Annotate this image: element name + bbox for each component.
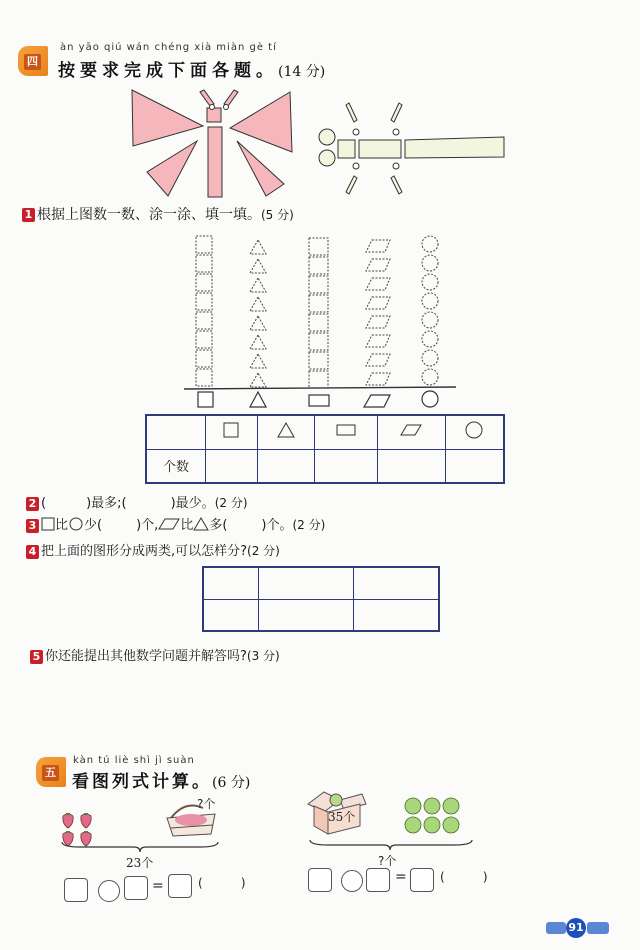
triangle-column[interactable] bbox=[250, 240, 266, 387]
total-label-2: ?个 bbox=[378, 854, 397, 868]
square-icon bbox=[41, 517, 55, 531]
count-cell-parallelogram[interactable] bbox=[377, 449, 445, 483]
eq2-operator[interactable] bbox=[341, 870, 363, 892]
row-label-count: 个数 bbox=[146, 449, 206, 483]
circle-label-icon bbox=[422, 391, 438, 407]
square-icon bbox=[222, 421, 240, 439]
baseline bbox=[184, 387, 456, 389]
square-column[interactable] bbox=[196, 236, 212, 386]
section-4-pinyin: àn yāo qiú wán chéng xià miàn gè tí bbox=[60, 42, 277, 53]
section-5-badge bbox=[36, 757, 66, 787]
parallelogram-column[interactable] bbox=[366, 240, 390, 385]
section-4-number: 四 bbox=[24, 54, 41, 70]
page-decoration-left bbox=[546, 922, 566, 934]
classify-cell[interactable] bbox=[203, 599, 259, 631]
circle-icon bbox=[464, 420, 484, 440]
section-5-score: (6 分) bbox=[212, 775, 251, 791]
eq2-unit-paren[interactable]: ( ) bbox=[440, 870, 488, 884]
circle-icon bbox=[68, 517, 84, 531]
section-5-number: 五 bbox=[42, 765, 59, 781]
classify-cell[interactable] bbox=[259, 599, 354, 631]
classify-cell[interactable] bbox=[354, 567, 440, 599]
question-4-number: 4 bbox=[26, 545, 39, 559]
q3-unit-2: )个。 bbox=[261, 518, 293, 533]
section-5-pinyin: kàn tú liè shì jì suàn bbox=[73, 755, 195, 766]
header-parallelogram bbox=[377, 415, 445, 449]
section-4-title bbox=[58, 56, 325, 81]
header-rectangle bbox=[315, 415, 378, 449]
question-2-number: 2 bbox=[26, 497, 39, 511]
triangle-label-icon bbox=[250, 392, 266, 407]
question-3-number: 3 bbox=[26, 519, 39, 533]
q3-compare-1: 比 bbox=[55, 518, 69, 533]
section-4-score: (14 分) bbox=[278, 64, 326, 80]
eq1-result[interactable] bbox=[168, 874, 192, 898]
eq1-unit-paren[interactable]: ( ) bbox=[198, 876, 246, 890]
header-square bbox=[206, 415, 258, 449]
dragonfly-figure bbox=[316, 100, 508, 200]
eq1-operator[interactable] bbox=[98, 880, 120, 902]
table-corner-cell bbox=[146, 415, 206, 449]
eq2-result[interactable] bbox=[410, 868, 434, 892]
question-1-text: 根据上图数一数、涂一涂、填一填。 bbox=[37, 207, 261, 223]
header-circle bbox=[445, 415, 504, 449]
q3-more-text: 多( bbox=[209, 518, 228, 533]
question-5-answer-area[interactable] bbox=[30, 666, 590, 746]
question-4-score: (2 分) bbox=[247, 544, 280, 558]
total-label-1: 23个 bbox=[126, 856, 154, 870]
brace-1 bbox=[60, 840, 220, 854]
brace-2 bbox=[308, 838, 474, 852]
question-2 bbox=[26, 492, 248, 511]
rectangle-column[interactable] bbox=[309, 238, 328, 388]
question-4-text: 把上面的图形分成两类,可以怎样分? bbox=[41, 544, 248, 559]
question-3 bbox=[26, 514, 325, 533]
q3-unit-1: )个, bbox=[136, 518, 159, 533]
question-1 bbox=[22, 204, 294, 224]
parallelogram-icon bbox=[158, 517, 180, 531]
q2-least-text: )最少。 bbox=[170, 496, 215, 511]
square-label-icon bbox=[198, 392, 213, 407]
eq2-equals: = bbox=[395, 869, 407, 885]
circle-column[interactable] bbox=[422, 236, 438, 385]
eq1-operand-1[interactable] bbox=[64, 878, 88, 902]
eq2-operand-1[interactable] bbox=[308, 868, 332, 892]
rectangle-label-icon bbox=[309, 395, 329, 406]
question-3-score: (2 分) bbox=[292, 518, 326, 532]
count-table bbox=[145, 414, 505, 484]
parallelogram-icon bbox=[399, 423, 423, 437]
count-cell-triangle[interactable] bbox=[257, 449, 314, 483]
rectangle-icon bbox=[335, 423, 357, 437]
q2-open: ( bbox=[41, 496, 47, 511]
q2-most-text: )最多;( bbox=[86, 496, 127, 511]
question-5-score: (3 分) bbox=[246, 649, 280, 663]
classification-table bbox=[202, 566, 440, 632]
question-4 bbox=[26, 540, 280, 559]
shape-count-chart[interactable] bbox=[180, 230, 472, 412]
q3-compare-2: 比 bbox=[180, 518, 194, 533]
parallelogram-label-icon bbox=[364, 395, 390, 407]
classify-cell[interactable] bbox=[354, 599, 440, 631]
header-triangle bbox=[257, 415, 314, 449]
eq1-operand-2[interactable] bbox=[124, 876, 148, 900]
page-decoration-right bbox=[587, 922, 609, 934]
count-cell-square[interactable] bbox=[206, 449, 258, 483]
eq1-equals: = bbox=[152, 878, 164, 894]
section-5-title bbox=[72, 767, 250, 792]
classify-cell[interactable] bbox=[203, 567, 259, 599]
question-2-score: (2 分) bbox=[214, 496, 248, 510]
question-5 bbox=[30, 645, 280, 664]
eq2-operand-2[interactable] bbox=[366, 868, 390, 892]
apples-illustration bbox=[404, 796, 462, 836]
count-cell-rectangle[interactable] bbox=[315, 449, 378, 483]
basket-unknown-label: ?个 bbox=[197, 797, 216, 811]
question-5-text: 你还能提出其他数学问题并解答吗? bbox=[45, 649, 247, 664]
section-4-badge bbox=[18, 46, 48, 76]
q3-less-text: 少( bbox=[84, 518, 103, 533]
question-5-number: 5 bbox=[30, 650, 43, 664]
classify-cell[interactable] bbox=[259, 567, 354, 599]
butterfly-figure bbox=[120, 84, 310, 200]
page-number: 91 bbox=[566, 918, 586, 938]
section-5-title-text: 看图列式计算。 bbox=[72, 772, 212, 792]
question-1-number: 1 bbox=[22, 208, 35, 222]
triangle-icon bbox=[276, 421, 296, 439]
question-1-score: (5 分) bbox=[261, 208, 294, 222]
section-4-title-text: 按要求完成下面各题。 bbox=[58, 61, 278, 81]
count-cell-circle[interactable] bbox=[445, 449, 504, 483]
box-count-label: 35个 bbox=[328, 810, 356, 824]
triangle-icon bbox=[193, 517, 209, 531]
